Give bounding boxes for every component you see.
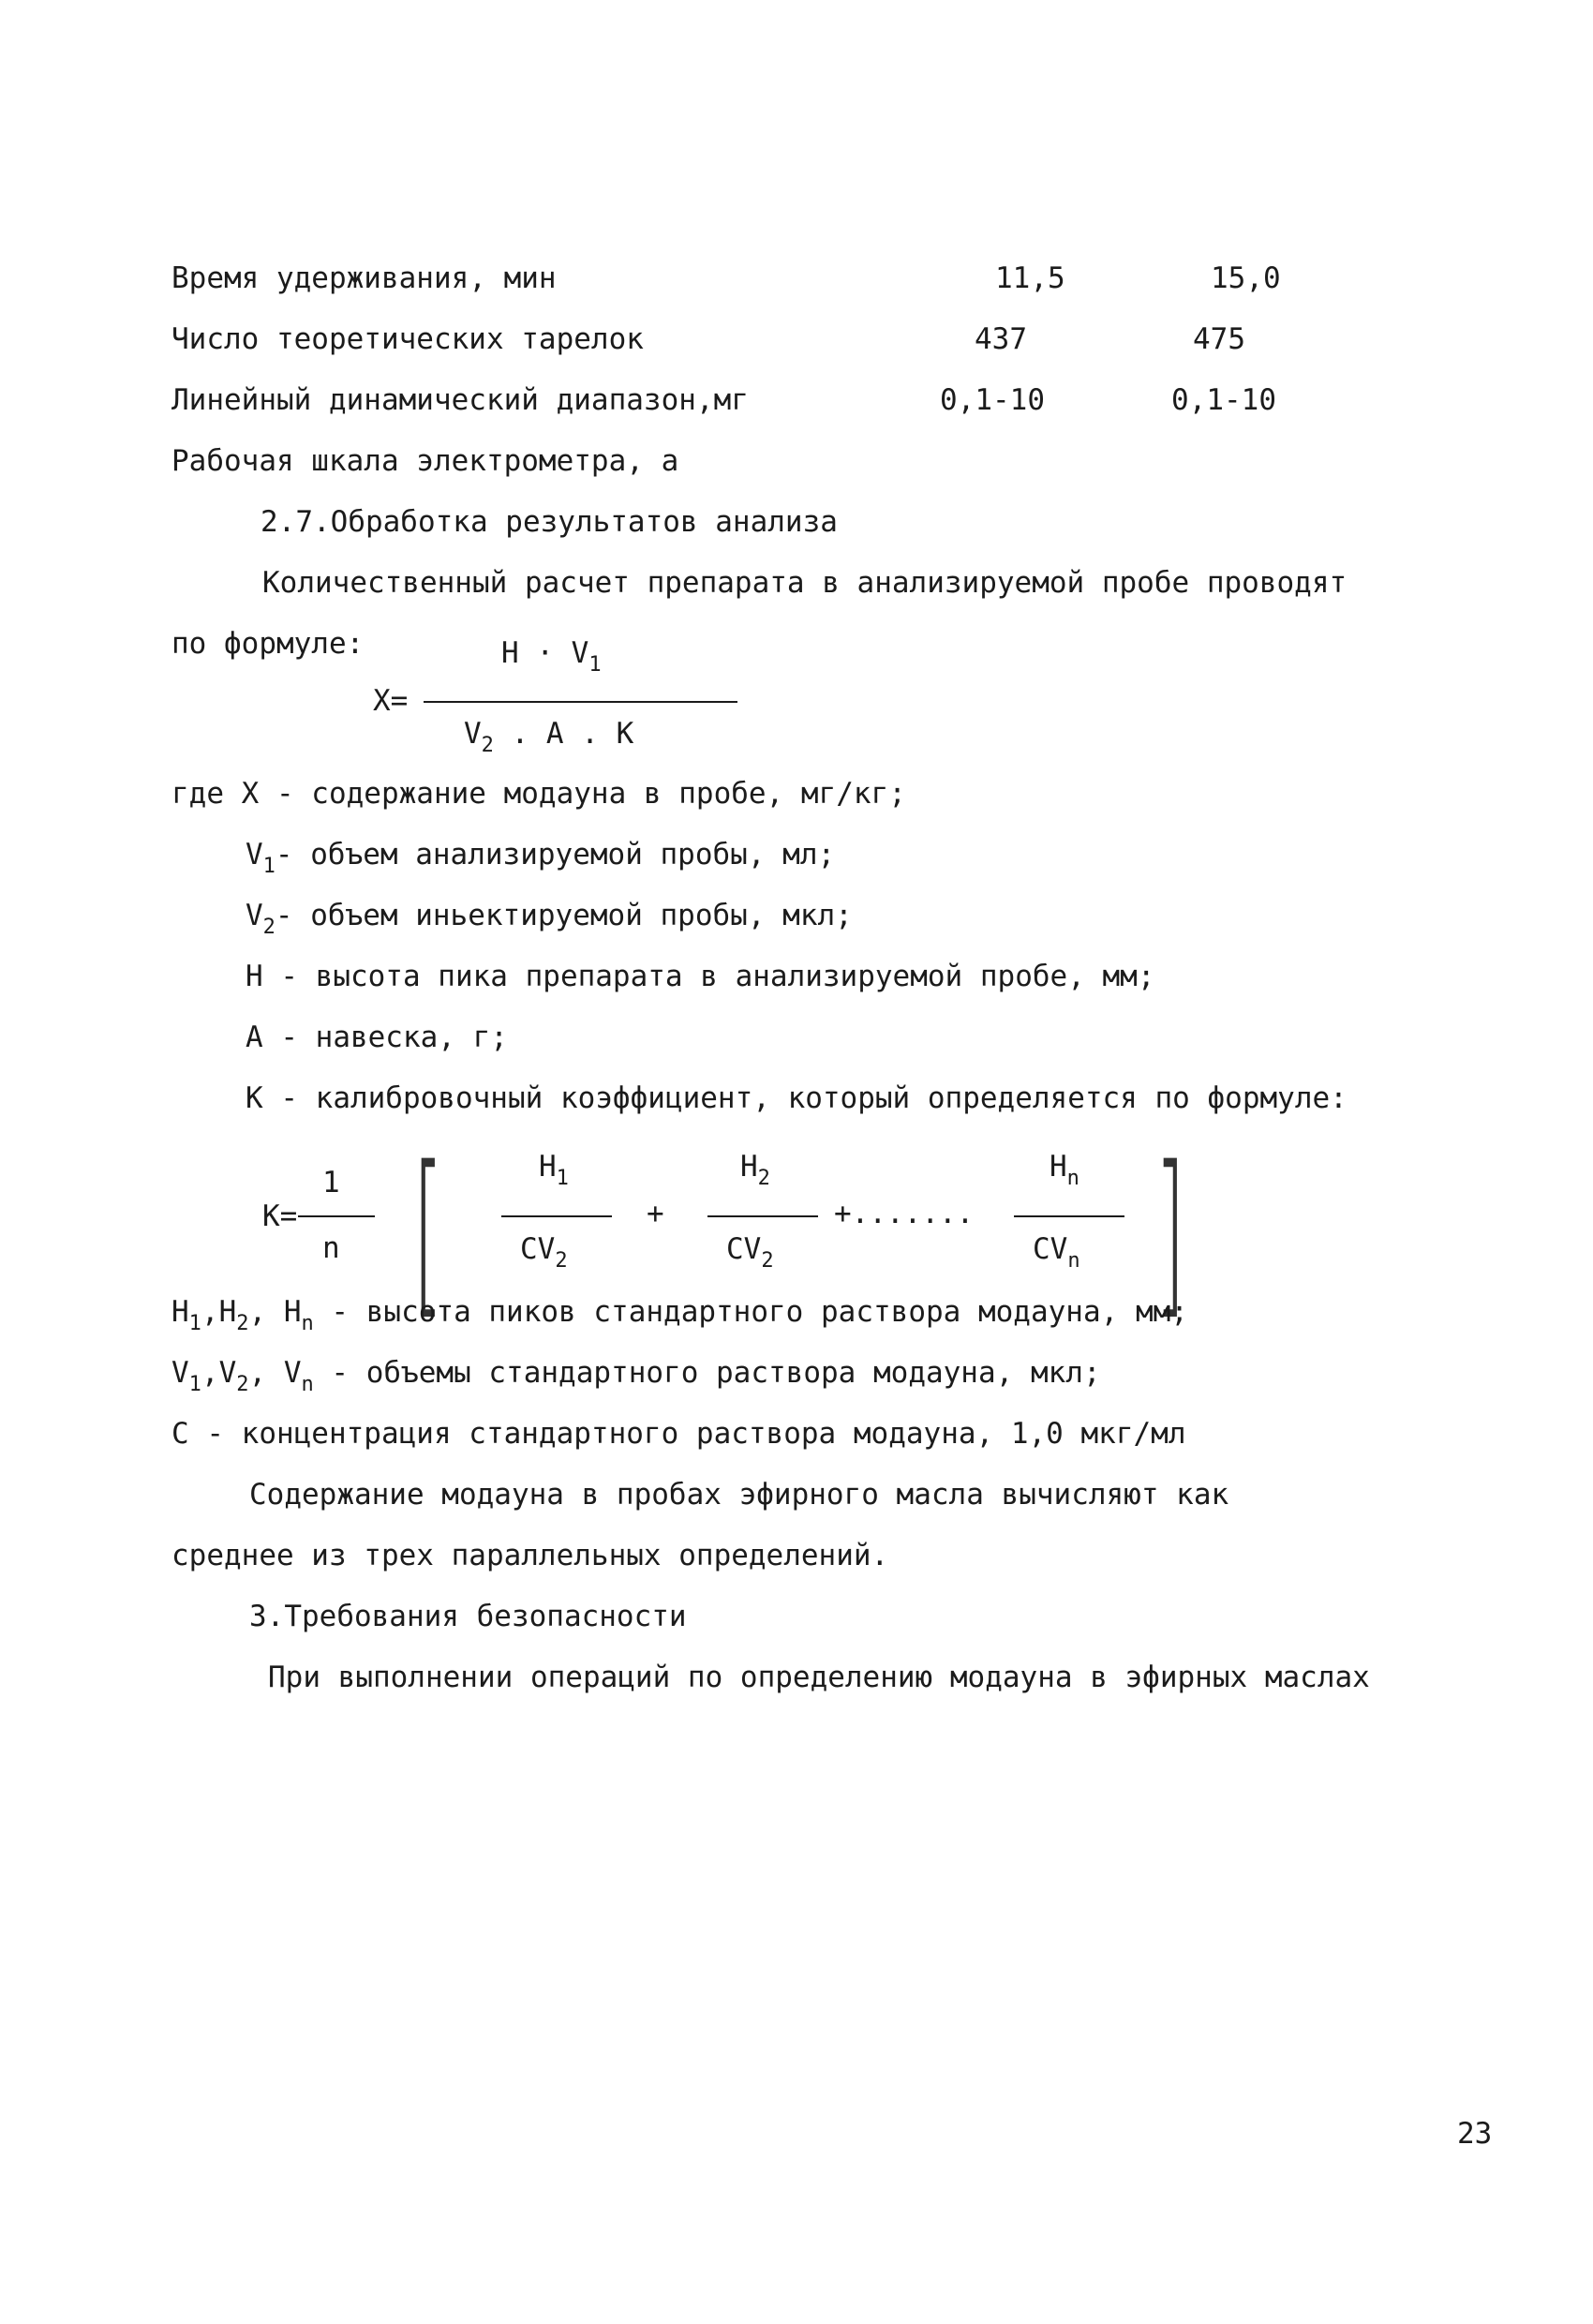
- term3-den: $CV_n$: [1033, 1232, 1080, 1273]
- table-cell: 437: [975, 322, 1027, 356]
- definition-k: K - калибровочный коэффициент, который определяется по формуле:: [246, 1081, 1347, 1115]
- table-cell: 15,0: [1211, 261, 1281, 295]
- formula-numerator: $H \cdot V_1$: [501, 636, 602, 677]
- fraction-bar: [501, 1215, 612, 1217]
- paragraph-line: Содержание модауна в пробах эфирного масла вычисляют как: [249, 1478, 1229, 1512]
- definition-v-series: $V_1,V_2$, $V_n$ - объемы стандартного раствора модауна, мкл;: [171, 1356, 1101, 1396]
- frac-den: n: [322, 1231, 340, 1265]
- formula-lhs: K=: [262, 1199, 298, 1233]
- definition-a: A - навеска, г;: [246, 1020, 508, 1054]
- formula-denominator: $V_2$ . A . K: [464, 717, 634, 757]
- definition-h: H - высота пика препарата в анализируемой пробе, мм;: [246, 960, 1155, 993]
- paragraph-line: При выполнении операций по определению модауна в эфирных маслах: [268, 1661, 1370, 1694]
- plus-sign: +: [647, 1197, 664, 1230]
- table-row-label: Время удерживания, мин: [171, 261, 557, 295]
- frac-num: 1: [322, 1166, 340, 1199]
- fraction-bar: [1014, 1215, 1124, 1217]
- definition-h-series: $H_1,H_2$, $H_n$ - высота пиков стандартного раствора модауна, мм;: [171, 1295, 1188, 1335]
- paragraph-line: по формуле:: [171, 627, 365, 661]
- paragraph-line: Количественный расчет препарата в анализируемой пробе проводят: [262, 566, 1347, 600]
- table-cell: 0,1-10: [940, 383, 1045, 417]
- page-number: 23: [1457, 2117, 1493, 2151]
- table-row-label: Число теоретических тарелок: [171, 322, 644, 356]
- term2-den: $CV_2$: [726, 1232, 774, 1273]
- fraction-bar: [424, 701, 737, 703]
- plus-dots: +.......: [834, 1197, 975, 1230]
- term1-num: $H_1$: [539, 1150, 569, 1190]
- definition-v1: $V_1-$ объем анализируемой пробы, мл;: [246, 838, 836, 878]
- table-cell: 0,1-10: [1171, 383, 1276, 417]
- definition-v2: $V_2-$ объем иньектируемой пробы, мкл;: [246, 899, 853, 939]
- definition-x: где X - содержание модауна в пробе, мг/кг;: [171, 777, 906, 811]
- section-heading: 2.7.Обработка результатов анализа: [261, 505, 838, 539]
- term3-num: $H_n$: [1050, 1150, 1079, 1190]
- table-cell: 11,5: [995, 261, 1065, 295]
- table-cell: 475: [1193, 322, 1245, 356]
- term1-den: $CV_2$: [520, 1232, 568, 1273]
- fraction-bar: [707, 1215, 818, 1217]
- section-heading: 3.Требования безопасности: [249, 1600, 687, 1633]
- table-row-label: Рабочая шкала электрометра, а: [171, 444, 679, 478]
- term2-num: $H_2$: [740, 1150, 770, 1190]
- fraction-bar: [298, 1215, 375, 1217]
- paragraph-line: среднее из трех параллельных определений.: [171, 1539, 889, 1572]
- formula-lhs: X=: [373, 684, 409, 718]
- right-bracket: ]: [1154, 1128, 1186, 1335]
- table-row-label: Линейный динамический диапазон,мг: [171, 383, 749, 417]
- definition-c: C - концентрация стандартного раствора модауна, 1,0 мкг/мл: [171, 1417, 1186, 1451]
- left-bracket: [: [412, 1128, 444, 1335]
